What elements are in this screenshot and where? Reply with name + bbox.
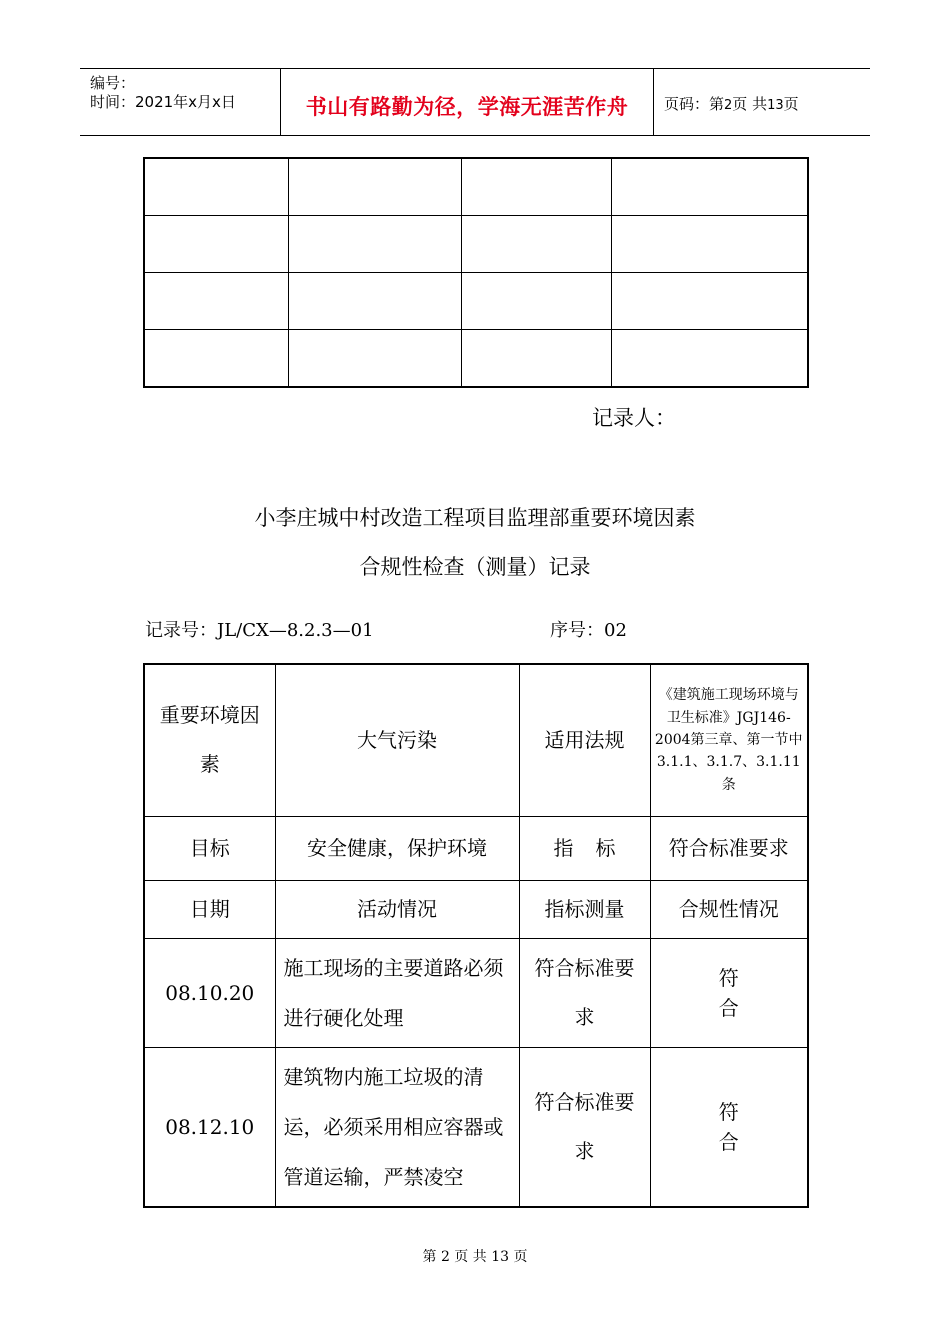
- row-activity: 施工现场的主要道路必须进行硬化处理: [275, 938, 519, 1047]
- law-value: 《建筑施工现场环境与卫生标准》JGJ146-2004第三章、第一节中3.1.1、3.1.7、3.1.11条: [650, 664, 808, 816]
- blank-table: [143, 157, 809, 388]
- table-row: [144, 216, 808, 273]
- table-cell: [611, 273, 808, 330]
- index-label: 指标: [519, 816, 650, 880]
- page-prefix: 页码：第: [664, 95, 725, 113]
- table-cell: [461, 158, 611, 216]
- table-cell: [461, 273, 611, 330]
- document-title-line1: 小李庄城中村改造工程项目监理部重要环境因素: [254, 506, 696, 530]
- table-row: [144, 273, 808, 330]
- table-row: [144, 938, 808, 1047]
- table-cell: [288, 158, 461, 216]
- table-cell: [611, 158, 808, 216]
- table-cell: [144, 158, 288, 216]
- table-cell: [611, 216, 808, 273]
- header-motto-cell: [281, 69, 654, 135]
- document-title-line2: 合规性检查（测量）记录: [359, 555, 591, 579]
- table-row: [144, 330, 808, 388]
- goal-value: 安全健康，保护环境: [275, 816, 519, 880]
- table-cell: [288, 273, 461, 330]
- header-meta: [80, 69, 281, 135]
- page-footer: 第 2 页 共 13 页: [422, 1249, 528, 1265]
- table-row: [144, 158, 808, 216]
- column-header: 活动情况: [275, 880, 519, 938]
- page-current: 2: [724, 98, 733, 113]
- time-label: 时间：2021年x月x日: [90, 93, 236, 111]
- index-value: 符合标准要求: [650, 816, 808, 880]
- record-number: 记录号：JL/CX—8.2.3—01: [145, 620, 374, 641]
- page-header: [80, 68, 870, 136]
- table-header-row: [144, 880, 808, 938]
- row-compliance: 符合: [650, 938, 808, 1047]
- page-suffix: 页: [783, 95, 799, 113]
- table-cell: [144, 330, 288, 388]
- table-cell: [144, 216, 288, 273]
- page-indicator: [664, 93, 799, 114]
- header-page-cell: [654, 69, 870, 135]
- goal-label: 目标: [144, 816, 275, 880]
- sequence-number: 序号：02: [550, 620, 627, 641]
- table-row: [144, 664, 808, 816]
- row-date: 08.10.20: [144, 938, 275, 1047]
- table-cell: [288, 330, 461, 388]
- factor-value: 大气污染: [275, 664, 519, 816]
- row-date: 08.12.10: [144, 1047, 275, 1207]
- row-compliance: 符合: [650, 1047, 808, 1207]
- page-total: 13: [767, 98, 784, 113]
- row-measure: 符合标准要求: [519, 938, 650, 1047]
- table-cell: [144, 273, 288, 330]
- table-row: [144, 1047, 808, 1207]
- motto: 书山有路勤为径，学海无涯苦作舟: [305, 95, 629, 119]
- table-cell: [611, 330, 808, 388]
- recorder-label: 记录人：: [592, 406, 676, 430]
- number-label: 编号：: [90, 74, 136, 92]
- row-activity: 建筑物内施工垃圾的清运，必须采用相应容器或管道运输，严禁凌空: [275, 1047, 519, 1207]
- table-cell: [461, 216, 611, 273]
- table-row: [144, 816, 808, 880]
- column-header: 指标测量: [519, 880, 650, 938]
- page-middle: 页 共: [732, 95, 768, 113]
- table-cell: [288, 216, 461, 273]
- column-header: 日期: [144, 880, 275, 938]
- column-header: 合规性情况: [650, 880, 808, 938]
- row-measure: 符合标准要求: [519, 1047, 650, 1207]
- law-label: 适用法规: [519, 664, 650, 816]
- factor-label: 重要环境因素: [144, 664, 275, 816]
- table-cell: [461, 330, 611, 388]
- compliance-table: [143, 663, 809, 1208]
